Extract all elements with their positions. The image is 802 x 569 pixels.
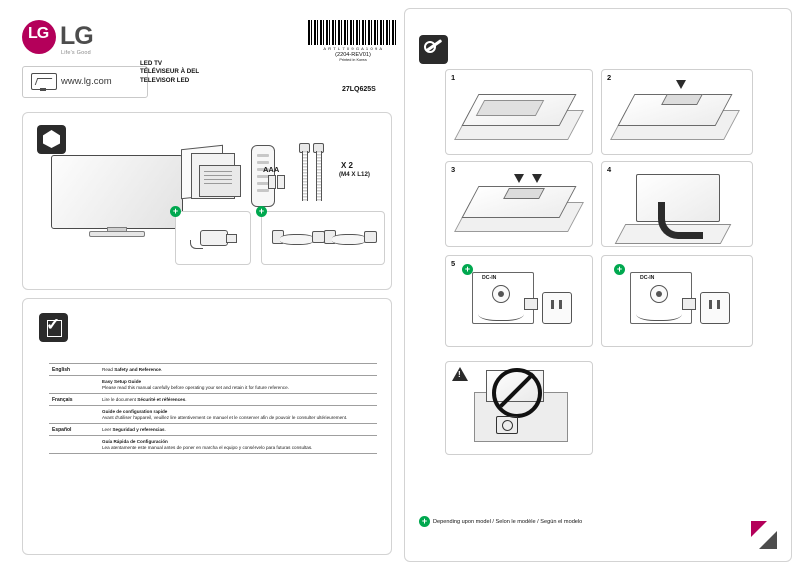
row-line2-bold: Guía Rápida de Configuración [102, 438, 168, 444]
footnote-text: Depending upon model / Selon le modèle / Según el modelo [433, 519, 583, 525]
row-language: English [49, 364, 99, 376]
left-column [12, 8, 396, 560]
ac-adapter [190, 224, 238, 250]
warning-box [445, 361, 593, 455]
step-number: 2 [607, 73, 612, 82]
product-title-fr: TÉLÉVISEUR À DEL [140, 68, 200, 76]
footnote [419, 515, 582, 526]
corner-ribbon [751, 521, 781, 551]
aaa-batteries [268, 175, 286, 187]
lg-logo-wordmark: LG [60, 22, 93, 50]
barcode [308, 20, 398, 66]
row-line1-bold: Safety and Reference [114, 366, 161, 372]
printed-in: Printed in Korea [339, 58, 367, 62]
dc-in-jack-icon-alt [650, 285, 668, 303]
manual-books [181, 143, 243, 199]
barcode-revision: (2204-REV01) [335, 52, 371, 58]
table-row [49, 436, 377, 454]
optional-cable-box [258, 206, 385, 265]
setup-step-1 [445, 69, 593, 155]
connect-dc-in-power-alt [616, 272, 736, 336]
website-url: www.lg.com [61, 76, 112, 87]
row-line1-tail: . [161, 366, 163, 372]
row-language-blank [49, 406, 99, 424]
setup-step-4 [601, 161, 753, 247]
power-cable [272, 226, 322, 248]
row-line2 [99, 436, 377, 454]
table-row [49, 424, 377, 436]
row-line1-bold: Sécurité et références [137, 396, 186, 402]
optional-marker-icon-4: + [614, 264, 625, 275]
row-line1 [99, 364, 377, 376]
barcode-bars [308, 20, 398, 45]
row-line1 [99, 424, 377, 436]
warning-triangle-icon [452, 367, 468, 381]
dc-in-jack-icon [492, 285, 510, 303]
stand-screws [299, 143, 339, 205]
row-line2-text: Please read this manual carefully before operating your set and retain it for future reference. [102, 384, 289, 390]
led-tv-unit [51, 155, 181, 235]
row-language-blank [49, 436, 99, 454]
table-row [49, 376, 377, 394]
optional-marker-icon: + [170, 206, 181, 217]
manual-reference-panel [22, 298, 392, 555]
table-row [49, 364, 377, 376]
connect-dc-in-power [458, 272, 578, 336]
manual-language-table [49, 363, 377, 454]
barcode-digits: A R T L 7 0 9 G A 1 0 9 A [323, 46, 383, 51]
product-titles [140, 60, 199, 85]
screwdriver-icon [419, 35, 448, 64]
tighten-screws [462, 180, 574, 234]
row-line1 [99, 394, 377, 406]
setup-step-3 [445, 161, 593, 247]
row-line2-text: Lea atentamente este manual antes de poner en marcha el equipo y consérvelo para futuras consultas. [102, 444, 313, 450]
accessories-box-icon [37, 125, 66, 154]
setup-step-5 [445, 255, 593, 347]
step-number: 4 [607, 165, 612, 174]
setup-step-2 [601, 69, 753, 155]
row-language: Français [49, 394, 99, 406]
optional-adapter-box [172, 206, 251, 265]
row-line2-bold: Guide de configuration rapide [102, 408, 168, 414]
lg-logo [22, 20, 132, 60]
row-line1-tail: . [164, 426, 166, 432]
row-line1-plain: Leer [102, 426, 113, 432]
monitor-icon [31, 73, 55, 91]
optional-marker-icon-3: + [462, 264, 473, 275]
wall-outlet-icon [542, 292, 572, 324]
model-number: 27LQ625S [342, 86, 376, 93]
table-row [49, 394, 377, 406]
tv-tipping-icon [496, 416, 518, 434]
lg-tagline: Life's Good [61, 50, 91, 56]
row-language: Español [49, 424, 99, 436]
accessories-panel [22, 112, 392, 290]
product-title-en: LED TV [140, 60, 163, 67]
row-line2-text: Avant d'utiliser l'appareil, veuillez lire attentivement ce manuel et le conserver afin de pouvoir le consulter ultérieurement. [102, 414, 348, 420]
battery-label: AAA [263, 165, 280, 174]
row-line2-bold: Easy Setup Guide [102, 378, 142, 384]
step-number: 5 [451, 259, 456, 268]
setup-panel [404, 8, 792, 562]
lg-logo-mark [22, 20, 56, 54]
lg-logo-mark-text: LG [28, 25, 49, 42]
footnote-marker-icon: + [419, 516, 430, 527]
screw-quantity: X 2 [341, 161, 354, 170]
row-line1-tail: . [185, 396, 187, 402]
power-cable-2 [324, 226, 374, 248]
row-line1-bold: Seguridad y referencias [112, 426, 165, 432]
attach-stand-base [618, 88, 730, 142]
row-line2 [99, 376, 377, 394]
lay-tv-face-down [462, 88, 574, 142]
checklist-icon [39, 313, 68, 342]
optional-marker-icon-2: + [256, 206, 267, 217]
rotate-arrow-icon [658, 202, 703, 239]
screw-spec: (M4 X L12) [339, 171, 370, 178]
prohibited-icon [492, 368, 542, 418]
row-line2 [99, 406, 377, 424]
product-title-es: TELEVISOR LED [140, 76, 190, 84]
step-number: 3 [451, 165, 456, 174]
website-box[interactable] [22, 66, 148, 98]
dc-in-label: DC-IN [482, 275, 497, 281]
step-number: 1 [451, 73, 456, 82]
row-line1-plain: Read [102, 366, 115, 372]
dc-in-label-alt: DC-IN [640, 275, 655, 281]
row-language-blank [49, 376, 99, 394]
table-row [49, 406, 377, 424]
setup-step-5-alt [601, 255, 753, 347]
row-line1-plain: Lire le document [102, 396, 138, 402]
wall-outlet-icon-alt [700, 292, 730, 324]
